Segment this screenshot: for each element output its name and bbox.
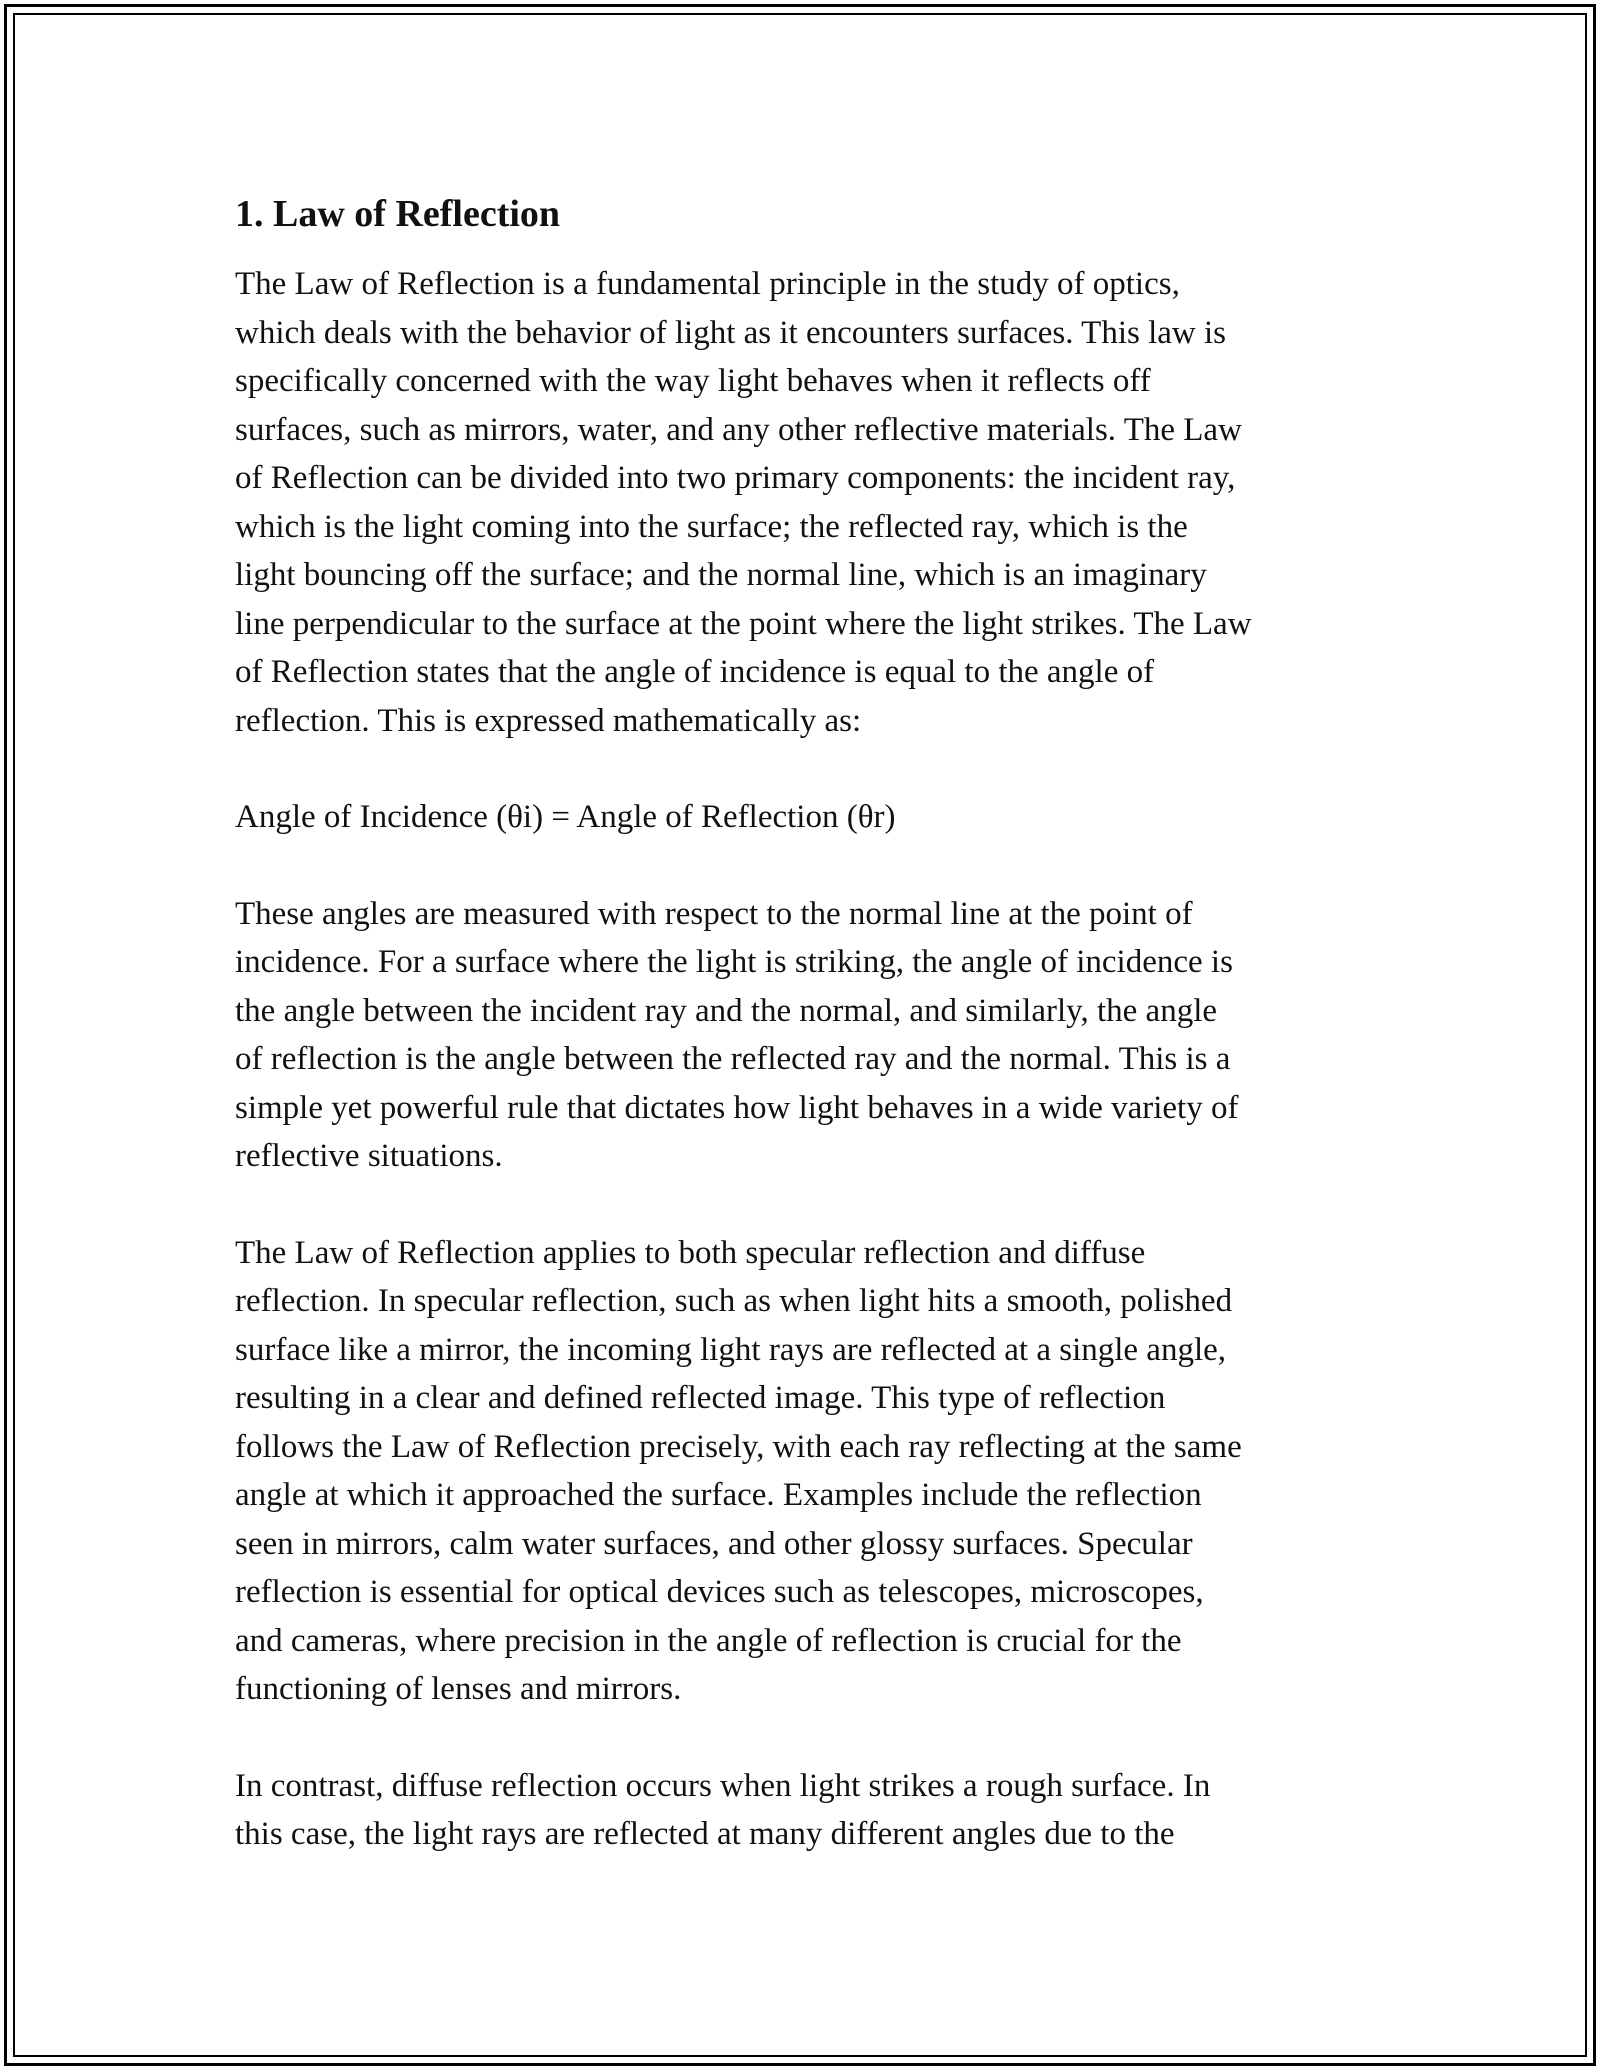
text-line: surfaces, such as mirrors, water, and any other reflective materials. The Law: [235, 411, 1242, 448]
text-line: light bouncing off the surface; and the normal line, which is an imaginary: [235, 557, 1207, 593]
text-line: this case, the light rays are reflected at many different angles due to the: [235, 1816, 1175, 1852]
document-body: [235, 186, 1385, 1859]
section-heading: 1. Law of Reflection: [235, 193, 561, 235]
text-line: reflective situations.: [235, 1138, 503, 1174]
text-line: surface like a mirror, the incoming light rays are reflected at a single angle,: [235, 1331, 1227, 1368]
text-line: follows the Law of Reflection precisely, with each ray reflecting at the same: [235, 1428, 1242, 1465]
text-line: seen in mirrors, calm water surfaces, and other glossy surfaces. Specular: [235, 1525, 1193, 1562]
paragraph-list: [235, 260, 1385, 1859]
text-line: reflection. In specular reflection, such as when light hits a smooth, polished: [235, 1283, 1233, 1319]
text-line: angle at which it approached the surface. Examples include the reflection: [235, 1477, 1202, 1513]
text-line: reflection is essential for optical devices such as telescopes, microscopes,: [235, 1574, 1204, 1610]
text-line: functioning of lenses and mirrors.: [235, 1671, 682, 1707]
text-line: resulting in a clear and defined reflected image. This type of reflection: [235, 1380, 1166, 1416]
text-line: These angles are measured with respect to the normal line at the point of: [235, 895, 1193, 932]
text-line: specifically concerned with the way light behaves when it reflects off: [235, 363, 1151, 399]
text-line: line perpendicular to the surface at the point where the light strikes. The Law: [235, 605, 1252, 642]
text-line: The Law of Reflection applies to both specular reflection and diffuse: [235, 1234, 1146, 1271]
text-line: incidence. For a surface where the light is striking, the angle of incidence is: [235, 944, 1233, 980]
body-paragraph: [235, 1762, 1385, 1859]
text-line: which is the light coming into the surface; the reflected ray, which is the: [235, 508, 1188, 545]
text-line: of Reflection can be divided into two primary components: the incident ray,: [235, 460, 1236, 496]
text-line: Angle of Incidence (θi) = Angle of Reflection (θr): [235, 799, 896, 835]
text-line: of Reflection states that the angle of incidence is equal to the angle of: [235, 654, 1155, 690]
text-line: The Law of Reflection is a fundamental principle in the study of optics,: [235, 266, 1180, 302]
body-paragraph: [235, 890, 1385, 1181]
text-line: In contrast, diffuse reflection occurs when light strikes a rough surface. In: [235, 1767, 1211, 1804]
text-line: simple yet powerful rule that dictates how light behaves in a wide variety of: [235, 1089, 1239, 1126]
text-line: reflection. This is expressed mathematically as:: [235, 702, 862, 739]
equation-paragraph: [235, 793, 1385, 842]
text-line: which deals with the behavior of light as it encounters surfaces. This law is: [235, 314, 1226, 351]
text-line: of reflection is the angle between the reflected ray and the normal. This is a: [235, 1041, 1231, 1077]
body-paragraph: [235, 1229, 1385, 1714]
text-line: the angle between the incident ray and the normal, and similarly, the angle: [235, 992, 1218, 1029]
body-paragraph: [235, 260, 1385, 745]
text-line: and cameras, where precision in the angle of reflection is crucial for the: [235, 1622, 1182, 1659]
